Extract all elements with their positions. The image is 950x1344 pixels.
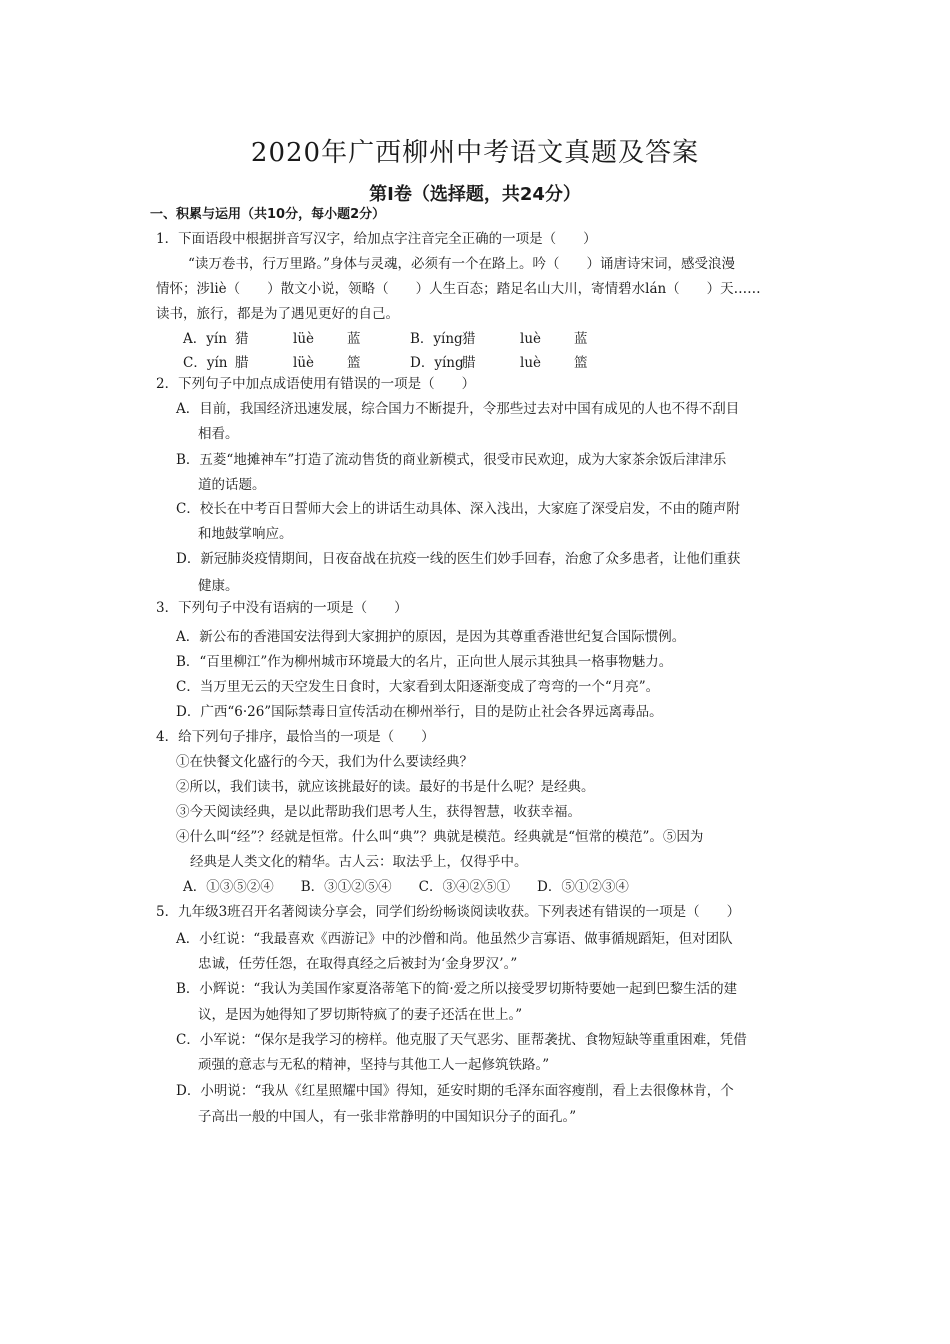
option-part: 腊 [462,355,476,371]
q3-option-d: D．广西“6·26”国际禁毒日宣传活动在柳州举行，目的是防止社会各界远离毒品。 [176,704,663,720]
option-part: 蓝 [574,331,588,347]
q3-option-b: B．“百里柳江”作为柳州城市环境最大的名片，正向世人展示其独具一格事物魅力。 [176,654,673,670]
option-label: B．yíng [410,331,463,347]
q1-passage-line-1: “读万卷书，行万里路。”身体与灵魂，必须有一个在路上。吟（ ）诵唐诗宋词，感受浪漫 [188,256,736,272]
part-heading: 第Ⅰ卷（选择题，共24分） [369,184,581,205]
q2-option-a-line-1: A．目前，我国经济迅速发展，综合国力不断提升，令那些过去对中国有成见的人也不得不刮目 [176,401,740,417]
q5-option-b-line-2: 议，是因为她得知了罗切斯特疯了的妻子还活在世上。” [198,1007,523,1023]
option-label: D．yíng [410,355,464,371]
q2-stem: 2．下列句子中加点成语使用有错误的一项是（ ） [156,376,476,392]
q5-stem: 5．九年级3班召开名著阅读分享会，同学们纷纷畅谈阅读收获。下列表述有错误的一项是（ ） [156,904,741,920]
q5-option-d-line-2: 子高出一般的中国人，有一张非常静明的中国知识分子的面孔。” [198,1109,577,1125]
q4-sentence-5: 经典是人类文化的精华。古人云：取法乎上，仅得乎中。 [190,854,528,870]
q5-option-a-line-1: A．小红说：“我最喜欢《西游记》中的沙僧和尚。他虽然少言寡语、做事循规蹈矩，但对团队 [176,931,733,947]
q3-option-c: C．当万里无云的天空发生日食时，大家看到太阳逐渐变成了弯弯的一个“月亮”。 [176,679,660,695]
q2-option-a-line-2: 相看。 [198,426,239,442]
q1-option-b [410,330,588,348]
q2-option-d-line-2: 健康。 [198,578,239,594]
option-part: 猎 [235,331,249,347]
q3-option-a: A．新公布的香港国安法得到大家拥护的原因，是因为其尊重香港世纪复合国际惯例。 [176,629,686,645]
q4-sentence-4: ④什么叫“经”？经就是恒常。什么叫“典”？典就是模范。经典就是“恒常的模范”。⑤因为 [176,829,704,845]
q4-options: A．①③⑤②④ B．③①②⑤④ C．③④②⑤① D．⑤①②③④ [183,879,629,895]
q2-option-b-line-2: 道的话题。 [198,477,266,493]
q1-passage-line-3: 读书，旅行，都是为了遇见更好的自己。 [156,306,399,322]
q3-stem: 3．下列句子中没有语病的一项是（ ） [156,600,408,616]
option-part: 篮 [347,355,361,371]
q1-passage-line-2: 情怀；涉liè（ ）散文小说，领略（ ）人生百态；踏足名山大川，寄情碧水lán（ ）天…… [156,281,761,297]
q2-option-d-line-1: D．新冠肺炎疫情期间，日夜奋战在抗疫一线的医生们妙手回春，治愈了众多患者，让他们重获 [176,551,741,567]
q5-option-b-line-1: B．小辉说：“我认为美国作家夏洛蒂笔下的简·爱之所以接受罗切斯特要她一起到巴黎生活的建 [176,981,738,997]
q4-sentence-2: ②所以，我们读书，就应该挑最好的读。最好的书是什么呢？是经典。 [176,779,595,795]
q2-option-c-line-1: C．校长在中考百日誓师大会上的讲话生动具体、深入浅出，大家庭了深受启发，不由的随声附 [176,501,740,517]
section-heading: 一、积累与运用（共10分，每小题2分） [150,207,386,222]
q1-option-a [183,330,361,348]
option-part: 蓝 [347,331,361,347]
option-label: C．yín [183,355,228,371]
option-part: 猎 [462,331,476,347]
q4-sentence-3: ③今天阅读经典，是以此帮助我们思考人生，获得智慧，收获幸福。 [176,804,581,820]
q5-option-d-line-1: D．小明说：“我从《红星照耀中国》得知，延安时期的毛泽东面容瘦削，看上去很像林肯，个 [176,1083,734,1099]
q5-option-c-line-2: 顽强的意志与无私的精神，坚持与其他工人一起修筑铁路。” [198,1057,550,1073]
q1-option-c [183,354,361,372]
option-part: lüè [293,355,315,371]
q4-sentence-1: ①在快餐文化盛行的今天，我们为什么要读经典？ [176,754,473,770]
option-label: A．yín [183,331,227,347]
page-title: 2020年广西柳州中考语文真题及答案 [250,138,700,168]
option-part: lüè [293,331,315,347]
q5-option-c-line-1: C．小军说：“保尔是我学习的榜样。他克服了天气恶劣、匪帮袭扰、食物短缺等重重困难，凭借 [176,1032,747,1048]
option-part: luè [520,355,542,371]
q1-option-d [410,354,588,372]
option-part: 篮 [574,355,588,371]
q4-stem: 4．给下列句子排序，最恰当的一项是（ ） [156,729,435,745]
q5-option-a-line-2: 忠诚，任劳任怨，在取得真经之后被封为‘金身罗汉’。” [198,956,518,972]
q1-stem: 1．下面语段中根据拼音写汉字，给加点字注音完全正确的一项是（ ） [156,231,597,247]
option-part: 腊 [235,355,249,371]
option-part: luè [520,331,542,347]
q2-option-c-line-2: 和地鼓掌响应。 [198,526,293,542]
q2-option-b-line-1: B．五菱“地摊神车”打造了流动售货的商业新模式，很受市民欢迎，成为大家茶余饭后津津乐 [176,452,727,468]
